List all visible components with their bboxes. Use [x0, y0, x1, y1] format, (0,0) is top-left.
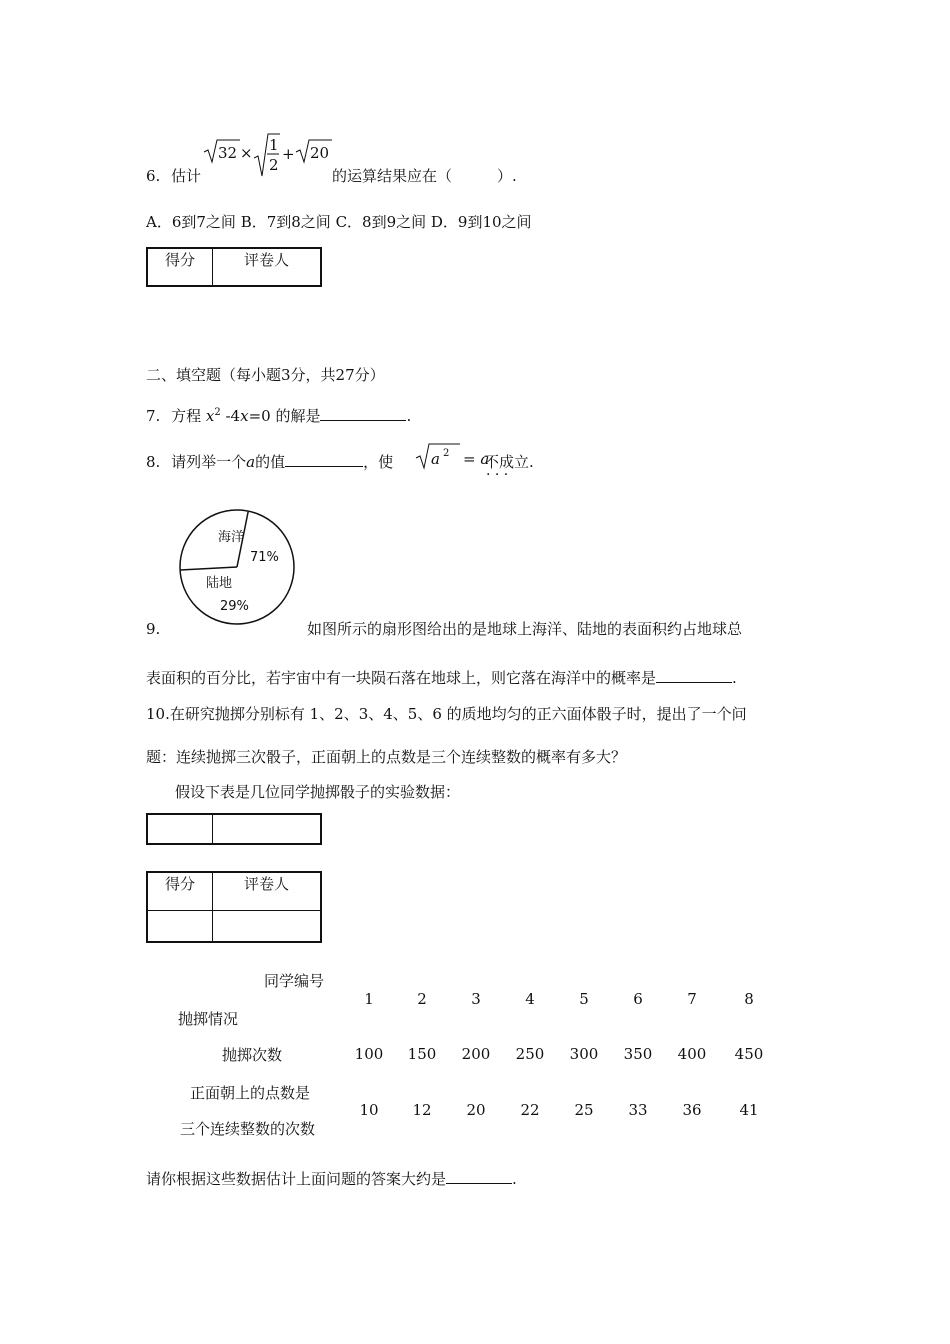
- q9-line1: 如图所示的扇形图给出的是地球上海洋、陆地的表面积约占地球总: [307, 620, 743, 638]
- row1-cell: 400: [677, 1045, 707, 1063]
- section-2-title: 二、填空题（每小题3分，共27分）: [146, 366, 385, 384]
- q7-answer-blank[interactable]: [320, 406, 406, 421]
- ids-cell: 2: [417, 990, 427, 1008]
- row-consecutive-label-a: 正面朝上的点数是: [190, 1084, 311, 1102]
- q6-expr-b: 20: [310, 144, 330, 162]
- q9-line2-tail: .: [732, 669, 737, 687]
- q9-line2: [146, 668, 737, 688]
- pie-value-ocean: 71%: [250, 550, 279, 565]
- score-value-2: [147, 910, 213, 942]
- row2-cell: 36: [682, 1101, 702, 1119]
- q6-expr-a: 32: [218, 144, 238, 162]
- row2-cell: 41: [739, 1101, 759, 1119]
- q8-equation: [414, 440, 490, 470]
- final-question: [146, 1169, 517, 1189]
- header-throw-status: 抛掷情况: [178, 1010, 239, 1028]
- q8-number: 8.: [146, 453, 161, 471]
- q6-tail: 的运算结果应在（ ）.: [332, 167, 517, 185]
- ids-cell: 5: [579, 990, 589, 1008]
- ids-cell: 7: [687, 990, 697, 1008]
- final-text: 请你根据这些数据估计上面问题的答案大约是: [146, 1170, 447, 1188]
- row1-cell: 100: [354, 1045, 384, 1063]
- q7-var-x2: x: [240, 407, 249, 425]
- q7-text-b: -4: [220, 407, 241, 425]
- q8-eq-exp: 2: [443, 448, 450, 459]
- q7-var-x: x: [205, 407, 215, 425]
- pie-value-land: 29%: [220, 599, 249, 614]
- pie-label-land: 陆地: [206, 576, 233, 591]
- row2-cell: 25: [574, 1101, 594, 1119]
- grader-label-2: 评卷人: [213, 872, 322, 910]
- row1-cell: 200: [461, 1045, 491, 1063]
- score-box-2: [146, 871, 322, 943]
- score-label: 得分: [147, 248, 213, 286]
- score-box-1: [146, 247, 322, 287]
- q7-text-c: =0 的解是: [248, 407, 321, 425]
- q8-text-b: 的值: [255, 453, 286, 471]
- empty-cell-1: [147, 814, 213, 844]
- row2-cell: 20: [466, 1101, 486, 1119]
- score-label-2: 得分: [147, 872, 213, 910]
- q7-tail: .: [406, 407, 412, 425]
- ids-cell: 3: [471, 990, 481, 1008]
- row1-cell: 350: [623, 1045, 653, 1063]
- q6-number: 6.: [146, 167, 161, 185]
- ids-cell: 1: [364, 990, 374, 1008]
- q7-number: 7.: [146, 407, 161, 425]
- row1-cell: 150: [407, 1045, 437, 1063]
- ids-cell: 6: [633, 990, 643, 1008]
- row2-cell: 22: [520, 1101, 540, 1119]
- row2-cell: 33: [628, 1101, 648, 1119]
- q7: [146, 403, 411, 426]
- ids-cell: 8: [744, 990, 754, 1008]
- row1-cell: 450: [734, 1045, 764, 1063]
- pie-label-ocean: 海洋: [218, 530, 245, 545]
- q8-tail: .: [529, 453, 534, 471]
- q8: [146, 452, 393, 472]
- q8-var-a: a: [246, 453, 256, 471]
- pie-chart: [172, 510, 302, 625]
- q10-line2: 题：连续抛掷三次骰子，正面朝上的点数是三个连续整数的概率有多大？: [146, 748, 627, 766]
- q6-expr-frac-den: 2: [269, 156, 279, 174]
- ids-cell: 4: [525, 990, 535, 1008]
- row-throws-label: 抛掷次数: [222, 1046, 283, 1064]
- q10-line1: 10.在研究抛掷分别标有 1、2、3、4、5、6 的质地均匀的正六面体骰子时，提出了一个问: [146, 705, 747, 723]
- header-student-id: 同学编号: [264, 972, 325, 990]
- q6-lead: 估计: [171, 167, 202, 185]
- final-answer-blank[interactable]: [446, 1169, 512, 1184]
- q8-text-c: ，使: [363, 453, 394, 471]
- row-consecutive-label-b: 三个连续整数的次数: [180, 1120, 316, 1138]
- q10-line3: 假设下表是几位同学抛掷骰子的实验数据：: [175, 783, 461, 801]
- q9-answer-blank[interactable]: [656, 668, 732, 683]
- grader-value-2: [213, 910, 322, 942]
- q6-expr-times: ×: [240, 144, 253, 162]
- q6-options: A．6到7之间 B．7到8之间 C．8到9之间 D．9到10之间: [146, 213, 532, 231]
- q6-expr-frac-num: 1: [269, 136, 279, 154]
- final-tail: .: [512, 1170, 517, 1188]
- q8-eq-a: a: [431, 450, 440, 468]
- q8-answer-blank[interactable]: [285, 452, 363, 467]
- q6-expr-plus: +: [282, 145, 295, 163]
- empty-cell-2: [213, 814, 322, 844]
- q9-line2-text: 表面积的百分比，若宇宙中有一块陨石落在地球上，则它落在海洋中的概率是: [146, 669, 657, 687]
- q9-number: 9.: [146, 620, 161, 638]
- q8-eq-rhs: = a: [463, 450, 490, 468]
- grader-label: 评卷人: [213, 248, 322, 286]
- q6-expression: [200, 132, 340, 180]
- row1-cell: 250: [515, 1045, 545, 1063]
- q8-neg-text: 不成立 · · ·: [484, 453, 529, 471]
- q7-exponent: 2: [214, 407, 221, 418]
- row1-cell: 300: [569, 1045, 599, 1063]
- empty-box: [146, 813, 322, 845]
- q8-negation: [484, 452, 534, 472]
- q7-text-a: 方程: [171, 407, 206, 425]
- row2-cell: 12: [412, 1101, 432, 1119]
- q8-text-a: 请列举一个: [171, 453, 247, 471]
- row2-cell: 10: [359, 1101, 379, 1119]
